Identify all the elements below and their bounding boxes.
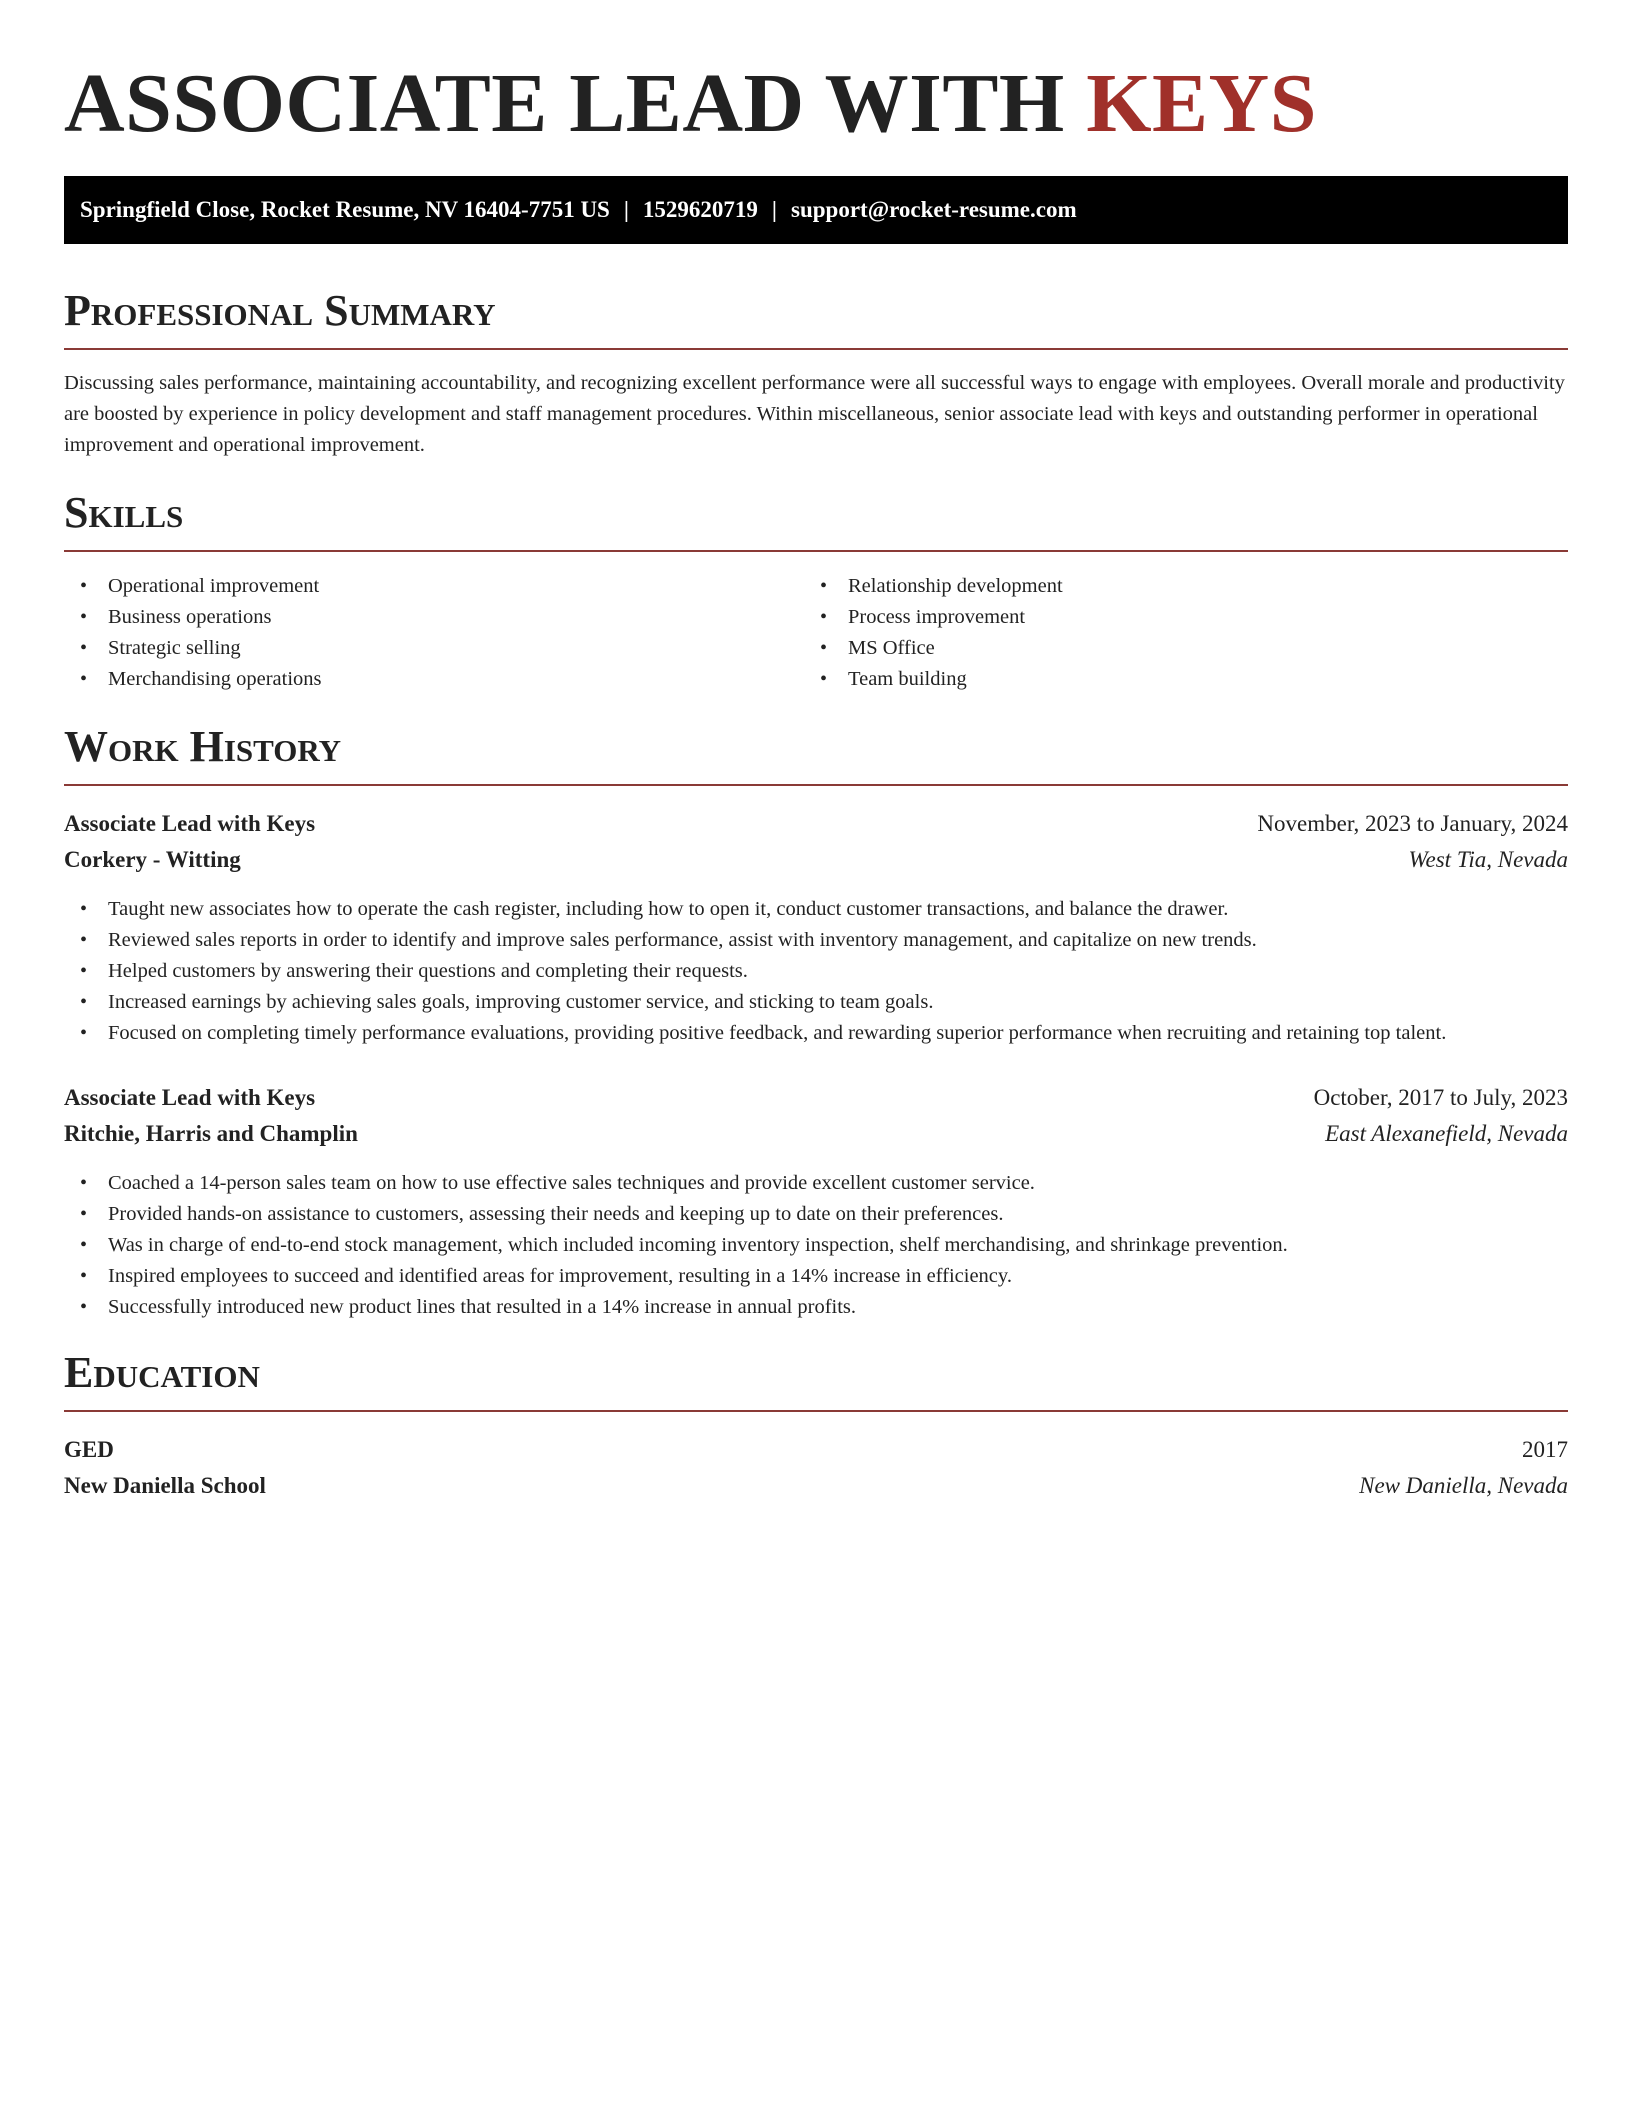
job-company-row [64, 842, 1568, 878]
contact-separator: | [771, 197, 777, 222]
job-title: Associate Lead with Keys [64, 811, 316, 836]
job-title: Associate Lead with Keys [64, 1085, 316, 1110]
job-location: East Alexanefield, Nevada [1325, 1121, 1568, 1146]
education-heading: Education [64, 1348, 1568, 1412]
job-bullet: • Focused on completing timely performance evaluations, providing positive feedback, and rewarding superior performance when recruiting and retaining top talent. [64, 1018, 1568, 1049]
skill-item: • Operational improvement [64, 571, 804, 602]
job-bullet: • Coached a 14-person sales team on how to use effective sales techniques and provide excellent customer service. [64, 1168, 1568, 1199]
candidate-name [64, 54, 1568, 154]
job-location: West Tia, Nevada [1408, 847, 1568, 872]
job-bullet: • Taught new associates how to operate the cash register, including how to open it, conduct customer transactions, and balance the drawer. [64, 894, 1568, 925]
job-company-row [64, 1116, 1568, 1152]
job-title-row [64, 1080, 1568, 1116]
contact-bar [64, 176, 1568, 244]
education-school: New Daniella School [64, 1473, 266, 1498]
job-dates: November, 2023 to January, 2024 [1257, 811, 1568, 836]
job-bullet: • Helped customers by answering their questions and completing their requests. [64, 956, 1568, 987]
education-year: 2017 [1522, 1437, 1568, 1462]
summary-heading: Professional Summary [64, 286, 1568, 350]
skill-item: • Merchandising operations [64, 664, 804, 695]
education-degree-row [64, 1432, 1568, 1468]
job-company: Ritchie, Harris and Champlin [64, 1121, 358, 1146]
skill-item: • Business operations [64, 602, 804, 633]
skill-item: • Process improvement [804, 602, 1544, 633]
job-title-row [64, 806, 1568, 842]
job-bullet: • Successfully introduced new product lines that resulted in a 14% increase in annual profits. [64, 1292, 1568, 1323]
skill-item: • Strategic selling [64, 633, 804, 664]
education-location: New Daniella, Nevada [1359, 1473, 1568, 1498]
job-bullet: • Was in charge of end-to-end stock management, which included incoming inventory inspection, shelf merchandising, and shrinkage prevention. [64, 1230, 1568, 1261]
job-bullet: • Inspired employees to succeed and identified areas for improvement, resulting in a 14% increase in efficiency. [64, 1261, 1568, 1292]
skill-item: • Relationship development [804, 571, 1544, 602]
skills-right-column [804, 571, 1544, 695]
job-bullet: • Increased earnings by achieving sales goals, improving customer service, and sticking to team goals. [64, 987, 1568, 1018]
summary-text: Discussing sales performance, maintaining accountability, and recognizing excellent performance were all successful ways to engage with employees. Overall morale and productivity are boosted by experience in policy development and staff management procedures. Within miscellaneous, senior associate lead with keys and outstanding performer in operational improvement and operational improvement. [64, 372, 1565, 456]
contact-email: support@rocket-resume.com [791, 197, 1077, 222]
contact-phone: 1529620719 [642, 197, 758, 222]
resume-page [64, 0, 1568, 1498]
job-bullet: • Reviewed sales reports in order to identify and improve sales performance, assist with inventory management, and capitalize on new trends. [64, 925, 1568, 956]
job-company: Corkery - Witting [64, 847, 241, 872]
contact-address: Springfield Close, Rocket Resume, NV 16404-7751 US [80, 197, 610, 222]
name-accent: KEYS [1086, 57, 1317, 150]
work-heading: Work History [64, 722, 1568, 786]
contact-separator: | [623, 197, 629, 222]
skills-heading: Skills [64, 488, 1568, 552]
skills-left-column [64, 571, 804, 695]
job-bullets [64, 1168, 1568, 1323]
skill-item: • Team building [804, 664, 1544, 695]
job-bullet: • Provided hands-on assistance to customers, assessing their needs and keeping up to date on their preferences. [64, 1199, 1568, 1230]
education-degree: GED [64, 1437, 114, 1462]
job-bullets [64, 894, 1568, 1049]
skill-item: • MS Office [804, 633, 1544, 664]
name-main: ASSOCIATE LEAD WITH [64, 57, 1065, 150]
job-dates: October, 2017 to July, 2023 [1313, 1085, 1568, 1110]
education-school-row [64, 1468, 1568, 1504]
